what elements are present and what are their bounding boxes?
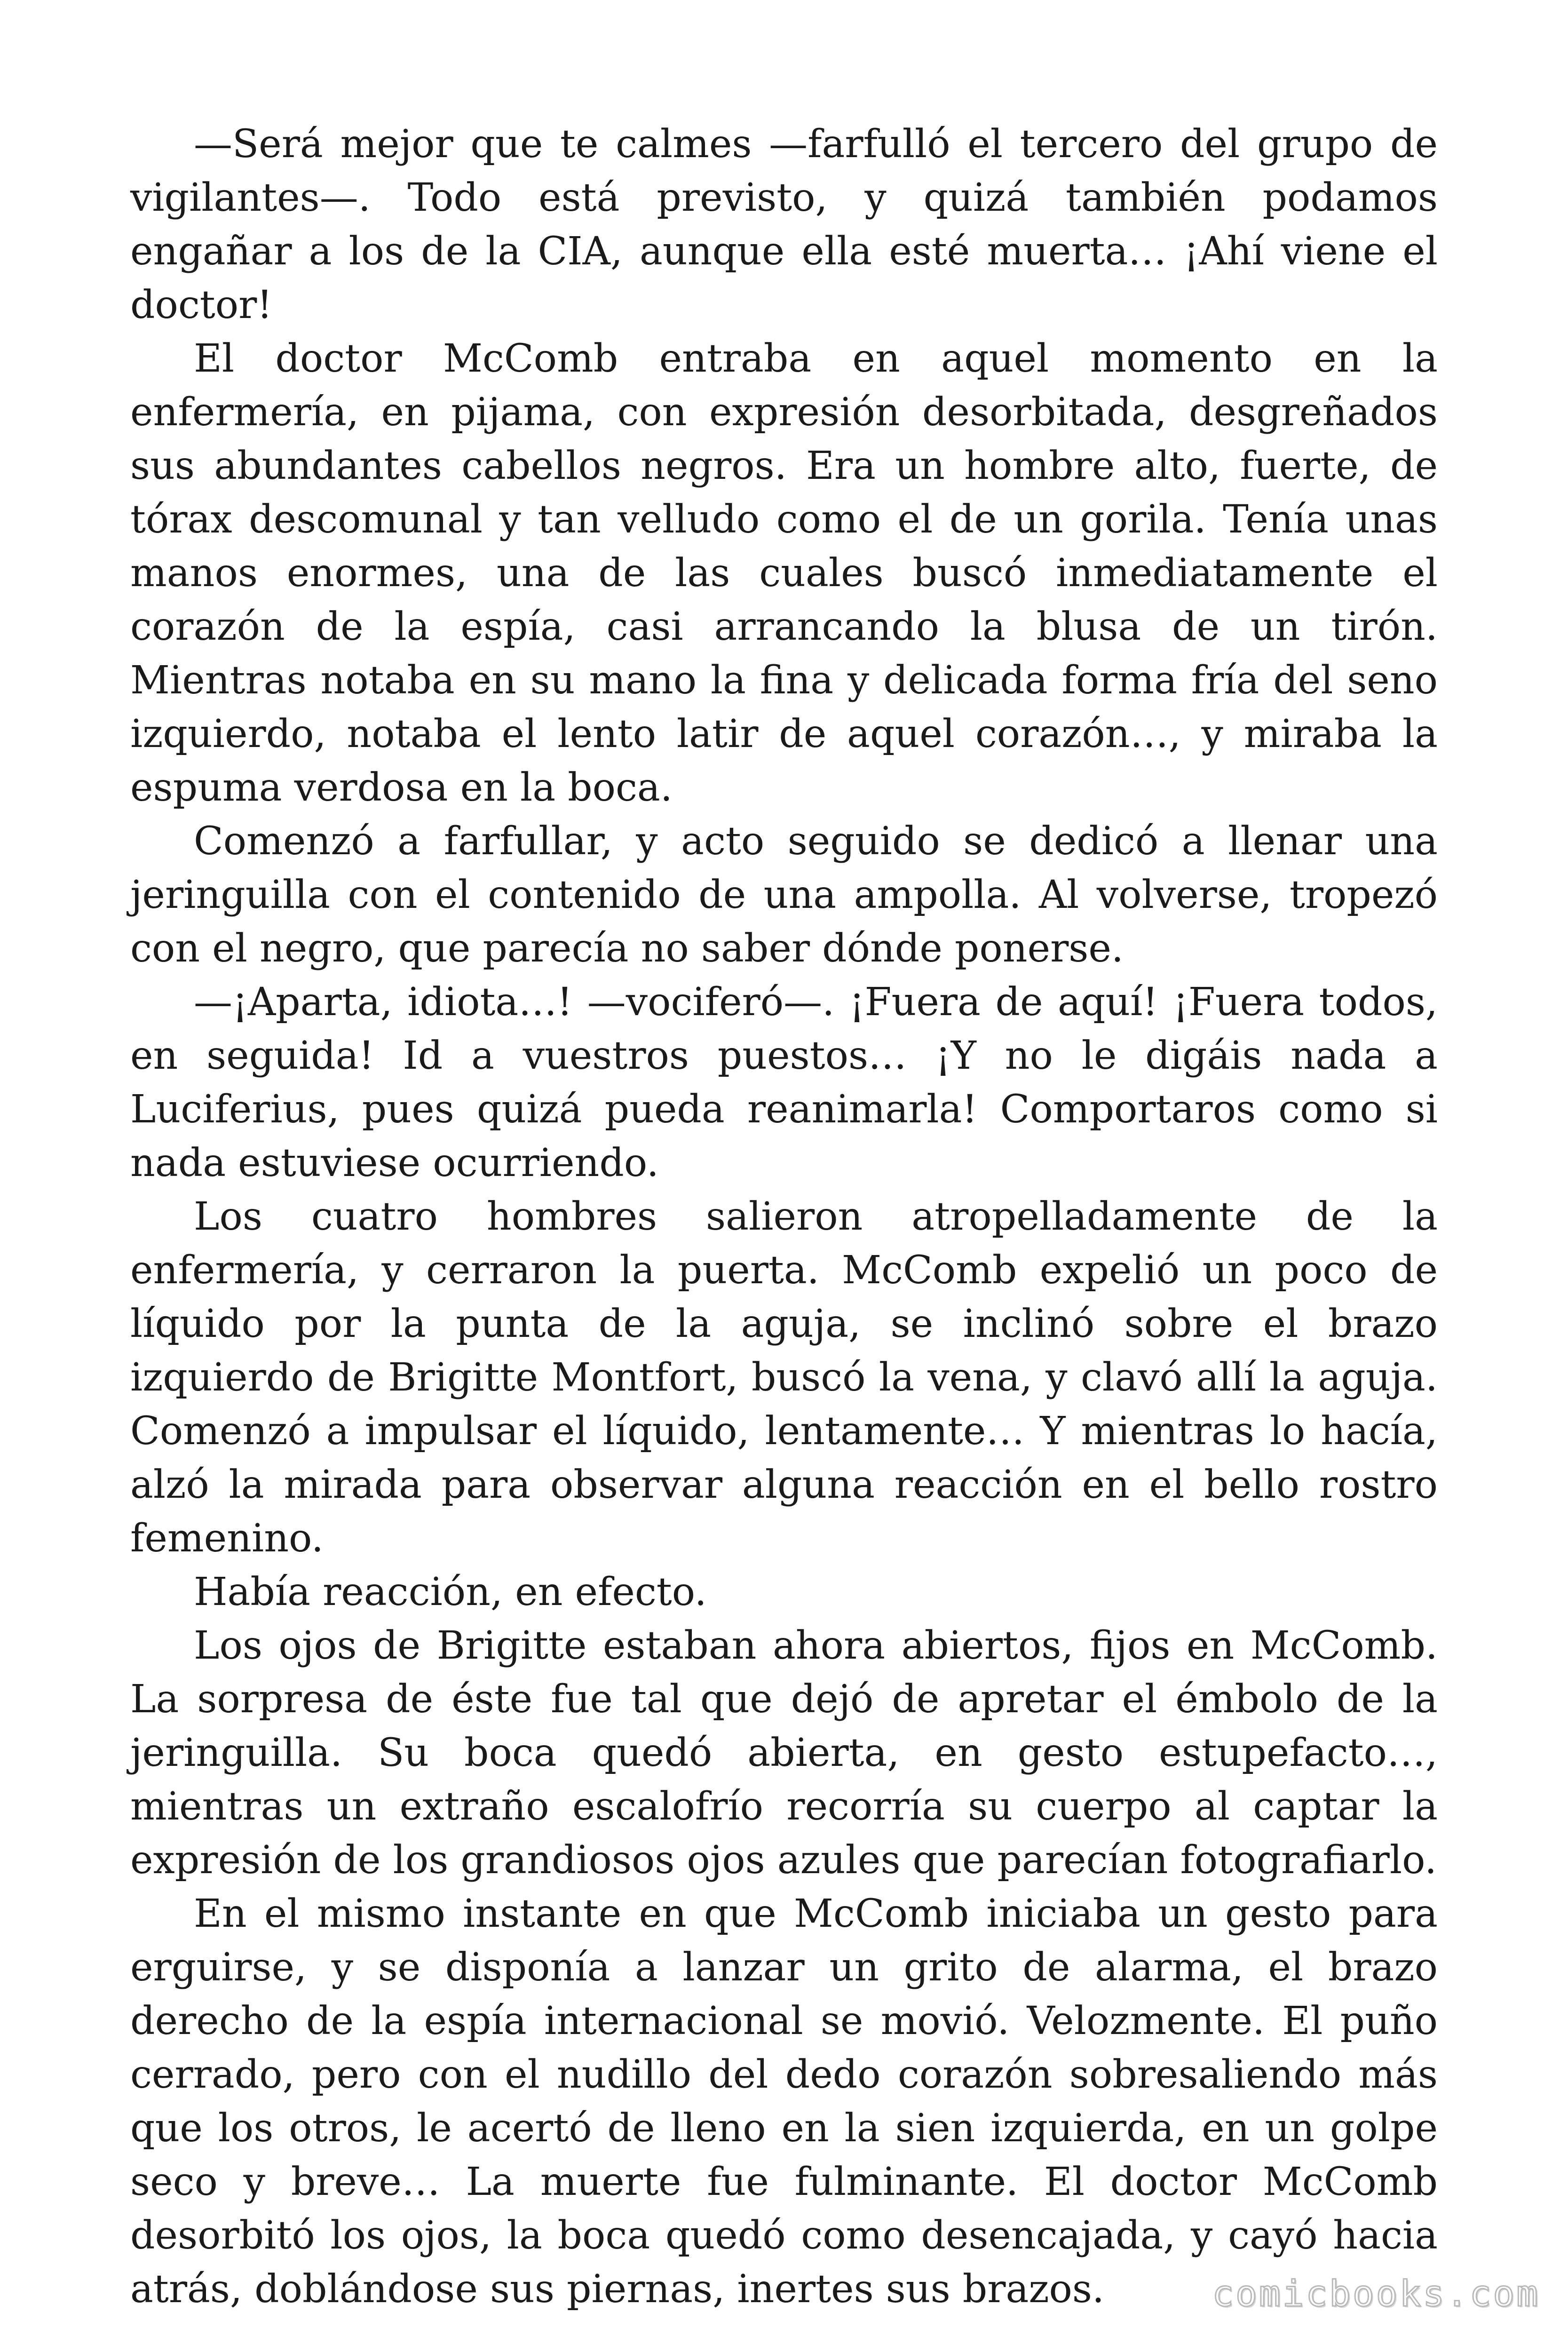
paragraph-1: —Será mejor que te calmes —farfulló el tercero del grupo de vigilantes—. Todo está previsto, y quizá también podamos engañar a los de la CIA, aunque ella esté muerta… ¡Ahí viene el doctor! [130,122,1438,327]
paragraph-5: Los cuatro hombres salieron atropelladamente de la enfermería, y cerraron la puerta. McComb expelió un poco de líquido por la punta de la aguja, se inclinó sobre el brazo izquierdo de Brigitte Montfort, buscó la vena, y clavó allí la aguja. Comenzó a impulsar el líquido, lentamente… Y mientras lo hacía, alzó la mirada para observar alguna reacción en el bello rostro femenino. [130,1194,1438,1561]
book-page-text [130,118,1438,2316]
paragraph-3: Comenzó a farfullar, y acto seguido se dedicó a llenar una jeringuilla con el contenido de una ampolla. Al volverse, tropezó con el negro, que parecía no saber dónde ponerse. [130,819,1438,971]
paragraph-8: En el mismo instante en que McComb iniciaba un gesto para erguirse, y se disponía a lanzar un grito de alarma, el brazo derecho de la espía internacional se movió. Velozmente. El puño cerrado, pero con el nudillo del dedo corazón sobresaliendo más que los otros, le acertó de lleno en la sien izquierda, en un golpe seco y breve… La muerte fue fulminante. El doctor McComb desorbitó los ojos, la boca quedó como desencajada, y cayó hacia atrás, doblándose sus piernas, inertes sus brazos. [130,1891,1438,2312]
paragraph-4: —¡Aparta, idiota…! —vociferó—. ¡Fuera de aquí! ¡Fuera todos, en seguida! Id a vuestros puestos… ¡Y no le digáis nada a Luciferius, pues quizá pueda reanimarla! Comportaros como si nada estuviese ocurriendo. [130,980,1438,1185]
watermark-logo: comicbooks.com [1212,2273,1540,2314]
paragraph-2: El doctor McComb entraba en aquel momento en la enfermería, en pijama, con expresión desorbitada, desgreñados sus abundantes cabellos negros. Era un hombre alto, fuerte, de tórax descomunal y tan velludo como el de un gorila. Tenía unas manos enormes, una de las cuales buscó inmediatamente el corazón de la espía, casi arrancando la blusa de un tirón. Mientras notaba en su mano la fina y delicada forma fría del seno izquierdo, notaba el lento latir de aquel corazón…, y miraba la espuma verdosa en la boca. [130,336,1438,810]
paragraph-7: Los ojos de Brigitte estaban ahora abiertos, fijos en McComb. La sorpresa de éste fue tal que dejó de apretar el émbolo de la jeringuilla. Su boca quedó abierta, en gesto estupefacto…, mientras un extraño escalofrío recorría su cuerpo al captar la expresión de los grandiosos ojos azules que parecían fotografiarlo. [130,1623,1438,1883]
paragraph-6: Había reacción, en efecto. [194,1570,707,1614]
